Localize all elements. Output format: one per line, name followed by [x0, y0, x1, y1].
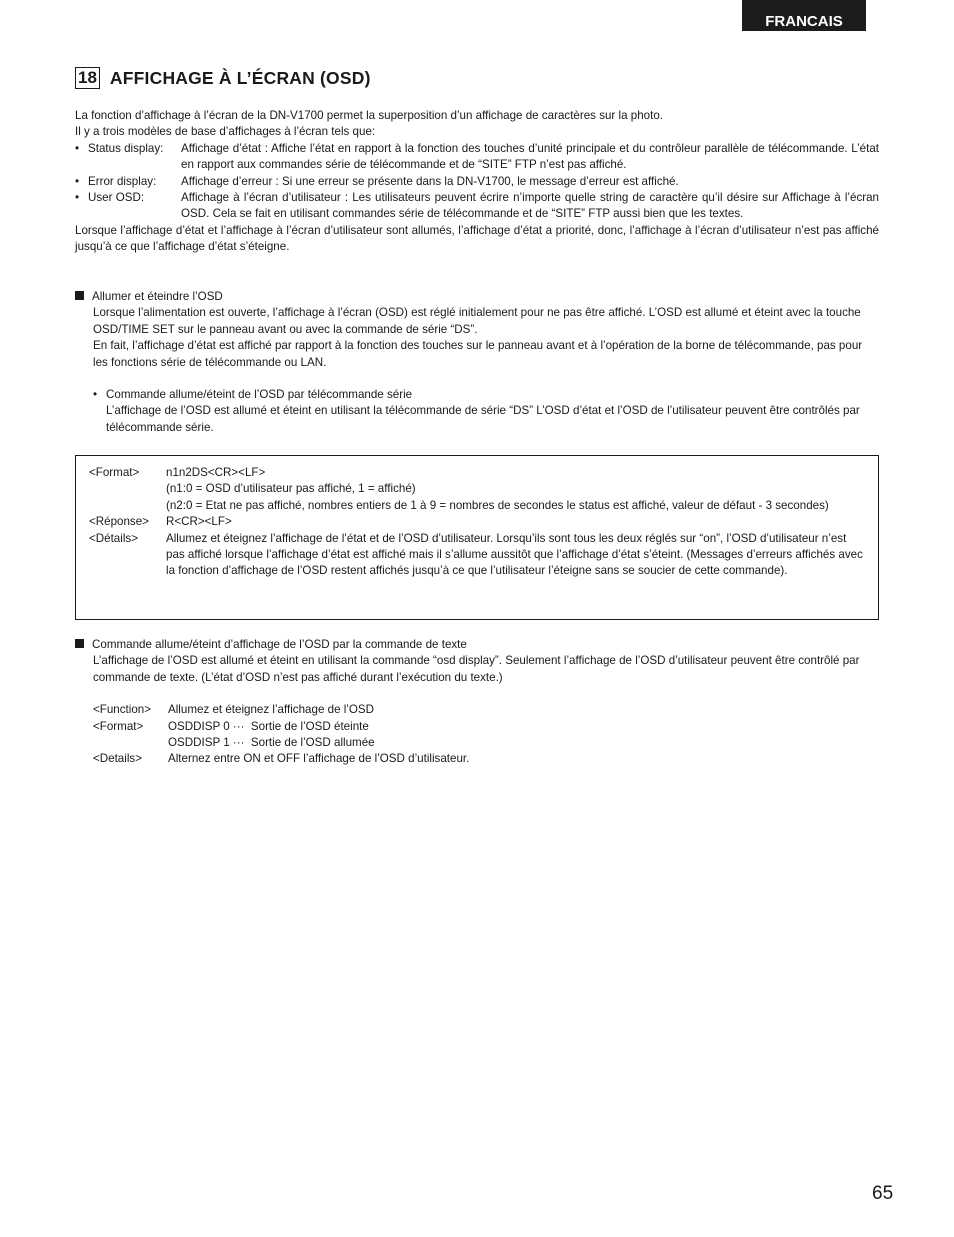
bullet-text: Affichage d’erreur : Si une erreur se présente dans la DN-V1700, le message d’erreur est affiché. — [181, 174, 679, 188]
format-row — [75, 719, 879, 735]
page-number: 65 — [872, 1183, 894, 1204]
bullet-status-display — [75, 141, 879, 174]
function-key: <Function> — [93, 703, 152, 717]
n2-note: (n2:0 = Etat ne pas affiché, nombres entiers de 1 à 9 = nombres de secondes le status est affiché, valeur de défaut - 3 secondes) — [166, 498, 829, 512]
n1-note: (n1:0 = OSD d’utilisateur pas affiché, 1 = affiché) — [166, 482, 416, 496]
square-bullet-icon — [75, 639, 84, 648]
intro-line-2: Il y a trois modèles de base d’affichages à l’écran tels que: — [75, 125, 376, 139]
format-key: <Format> — [93, 719, 144, 733]
command-box — [75, 455, 879, 620]
details-value: Alternez entre ON et OFF l’affichage de l’OSD d’utilisateur. — [168, 752, 470, 766]
function-row — [75, 702, 879, 718]
onoff-sub-text: L’affichage de l’OSD est allumé et éteint en utilisant la télécommande de série “DS” L’OSD d’état et l’OSD de l’utilisateur peuvent être contrôlés par télécommande série. — [106, 404, 860, 434]
reponse-key: <Réponse> — [89, 515, 149, 529]
bullet-text: Affichage d’état : Affiche l’état en rapport à la fonction des touches d’unité principale et du contrôleur parallèle de télécommande. L’état en rapport aux commandes série de télécommande et de “SITE” FTP n’est pas affiché. — [181, 141, 879, 172]
onoff-sub-title: Commande allume/éteint de l’OSD par télécommande série — [106, 388, 413, 402]
format-key: <Format> — [89, 466, 140, 479]
format-value-1: OSDDISP 0 ··· Sortie de l’OSD éteinte — [168, 719, 369, 733]
spacer — [75, 686, 879, 702]
text-cmd-title: Commande allume/éteint d’affichage de l’OSD par la commande de texte — [92, 638, 467, 651]
spacer — [93, 735, 168, 751]
section-number: 18 — [75, 67, 100, 89]
format-row-2 — [75, 735, 879, 751]
details-row — [75, 751, 879, 767]
bullet-label: Error display: — [88, 174, 157, 188]
bullet-error-display — [75, 174, 879, 190]
intro-line-1: La fonction d’affichage à l’écran de la DN-V1700 permet la superposition d’un affichage de caractères sur la photo. — [75, 109, 663, 122]
bullet-label: Status display: — [88, 141, 164, 155]
square-bullet-icon — [75, 291, 84, 300]
spacer — [89, 498, 166, 514]
spacer — [75, 371, 879, 387]
bullet-user-osd — [75, 190, 879, 223]
bullet-dot: • — [75, 141, 80, 155]
bullet-text: Affichage à l’écran d’utilisateur : Les utilisateurs peuvent écrire n’importe quelle string de caractère qu’il désire sur Affichage à l’écran OSD. Cela se fait en utilisant commandes série de télécommande et de “SITE” FTP aussi bien que les textes. — [181, 191, 879, 221]
onoff-para-1: Lorsque l’alimentation est ouverte, l’affichage à l’écran (OSD) est réglé initialement pour ne pas être affiché. L’OSD est allumé et éteint avec la touche OSD/TIME SET sur le panneau avant ou avec la commande de série “DS”. — [93, 306, 861, 336]
details-key: <Details> — [93, 752, 142, 766]
onoff-heading — [75, 289, 879, 305]
section-title: AFFICHAGE À L’ÉCRAN (OSD) — [109, 67, 371, 88]
onoff-section — [75, 289, 879, 436]
reponse-value: R<CR><LF> — [166, 515, 232, 529]
bullet-dot: • — [75, 191, 80, 205]
spacer — [89, 481, 166, 497]
n2-note-row — [89, 498, 865, 514]
text-cmd-heading — [75, 637, 879, 653]
format-value: n1n2DS<CR><LF> — [166, 466, 266, 479]
onoff-title: Allumer et éteindre l’OSD — [92, 290, 223, 303]
function-value: Allumez et éteignez l’affichage de l’OSD — [168, 703, 375, 717]
text-cmd-para: L’affichage de l’OSD est allumé et éteint en utilisant la commande “osd display”. Seulement l’affichage de l’OSD d’utilisateur peuvent être contrôlé par commande de texte. (L’état d’OSD n’est pas affiché durant l’exécution du texte.) — [93, 654, 860, 684]
reponse-row — [89, 514, 865, 530]
details-key: <Détails> — [89, 531, 138, 545]
n1-note-row — [89, 481, 865, 497]
details-row — [89, 531, 865, 580]
format-row — [89, 465, 865, 481]
bullet-dot: • — [75, 174, 80, 188]
bullet-label: User OSD: — [88, 191, 145, 205]
intro — [75, 108, 879, 256]
language-tab: FRANCAIS — [742, 0, 866, 31]
text-command-section — [75, 637, 879, 768]
section-heading — [75, 67, 371, 89]
onoff-para-2: En fait, l’affichage d’état est affiché par rapport à la fonction des touches sur le panneau avant et à l’opération de la borne de télécommande, pas pour les fonctions série de télécommande ou LAN. — [93, 339, 863, 369]
intro-closing: Lorsque l’affichage d’état et l’affichage à l’écran d’utilisateur sont allumés, l’affichage d’état a priorité, donc, l’affichage à l’écran d’utilisateur n’est pas affiché jusqu’à ce que l’affichage d’état s’éteigne. — [75, 223, 879, 254]
format-value-2: OSDDISP 1 ··· Sortie de l’OSD allumée — [168, 736, 375, 750]
bullet-dot: • — [93, 388, 98, 402]
details-value: Allumez et éteignez l’affichage de l’état et de l’OSD d’utilisateur. Lorsqu’ils sont tous les deux réglés sur “on”, l’OSD d’utilisateur n’est pas affiché lorsque l’affichage d’état est affiché mais il s’allume aussitôt que l’affichage d’état s’éteint. (Messages d’erreurs affichés avec la fonction d’affichage de l’OSD restent affichés jusqu’à ce que l’utilisateur l’éteigne sans se soucier de cette commande). — [166, 531, 863, 578]
onoff-sub-heading — [75, 387, 879, 403]
